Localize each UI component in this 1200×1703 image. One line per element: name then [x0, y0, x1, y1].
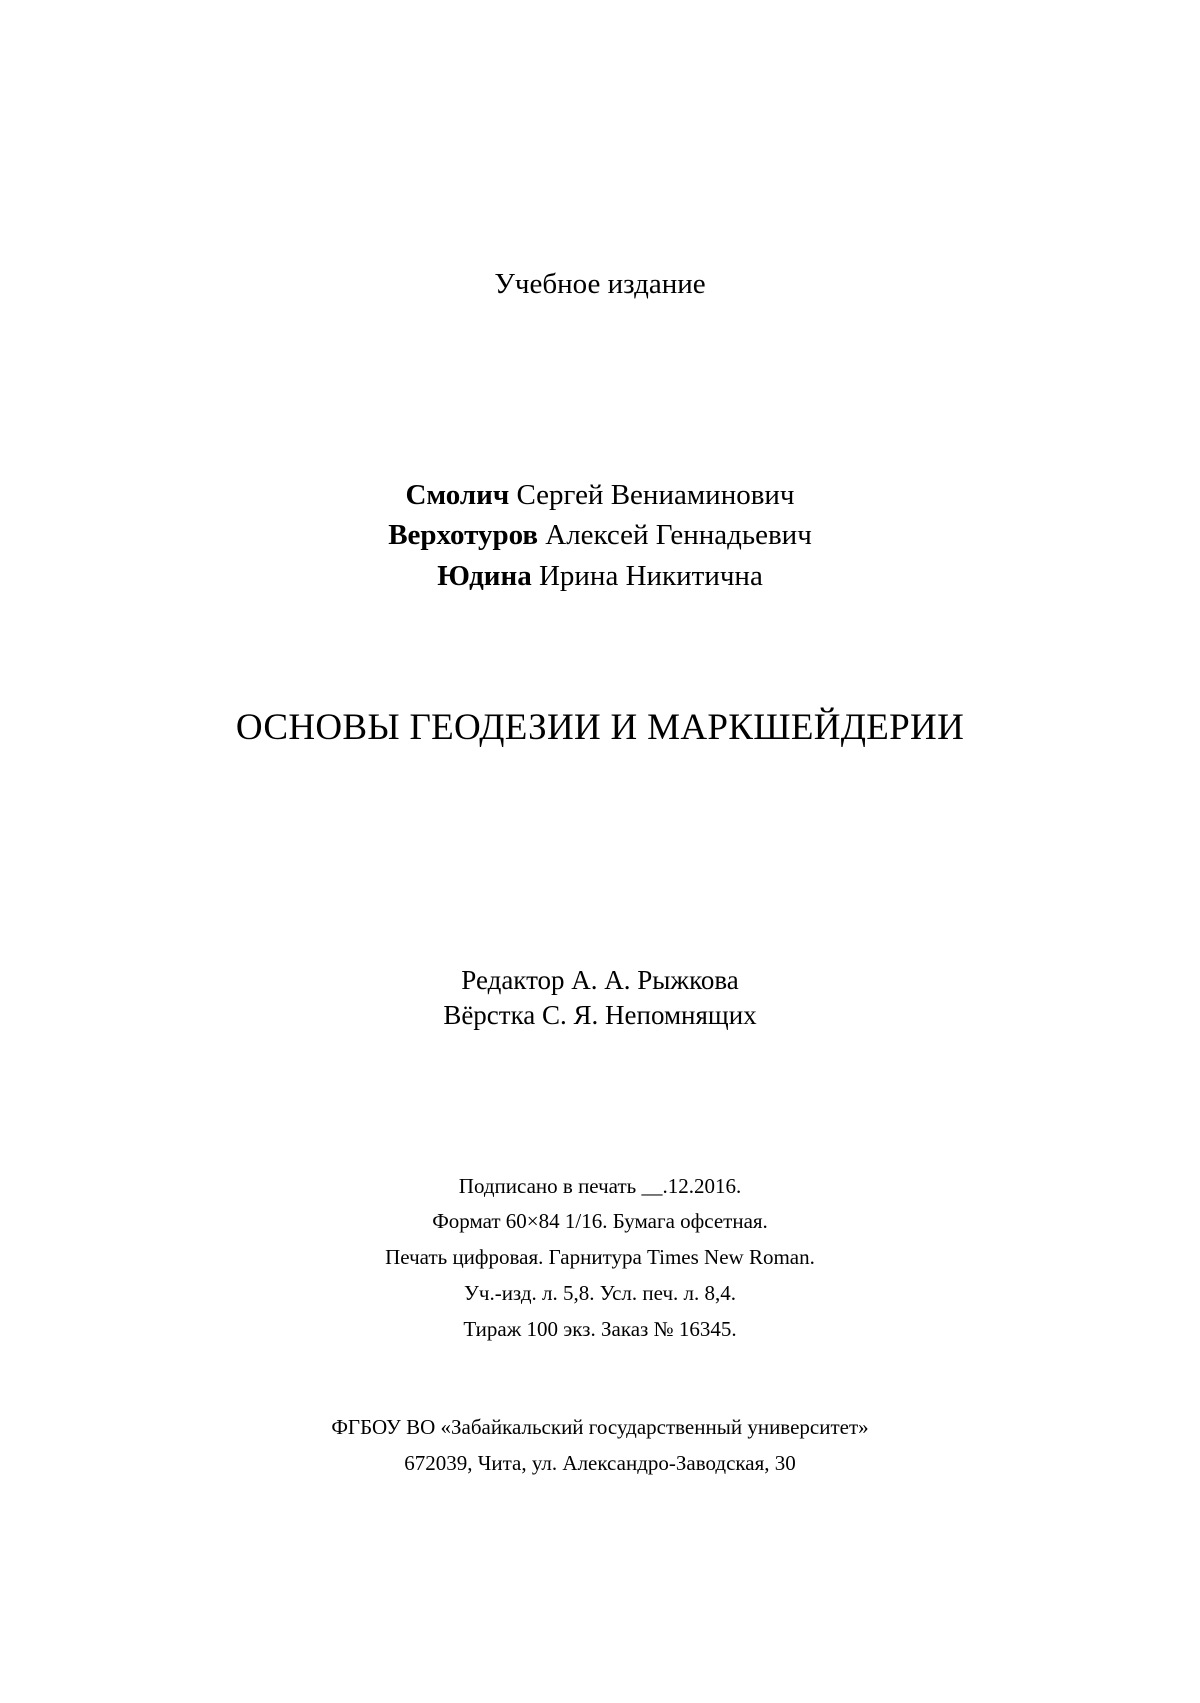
author-surname: Юдина: [437, 560, 532, 592]
edition-type: Учебное издание: [494, 268, 706, 300]
publisher-address: 672039, Чита, ул. Александро-Заводская, 30: [404, 1451, 796, 1475]
author-line: [0, 521, 1200, 550]
author-line: [0, 481, 1200, 510]
book-title: ОСНОВЫ ГЕОДЕЗИИ И МАРКШЕЙДЕРИИ: [235, 707, 965, 748]
publisher-name: ФГБОУ ВО «Забайкальский государственный университет»: [331, 1415, 869, 1439]
author-given-names: Алексей Геннадьевич: [538, 519, 812, 551]
imprint-printing: Печать цифровая. Гарнитура Times New Roman.: [385, 1245, 815, 1269]
imprint-format: Формат 60×84 1/16. Бумага офсетная.: [432, 1209, 768, 1233]
imprint-circulation: Тираж 100 экз. Заказ № 16345.: [463, 1317, 737, 1341]
imprint-signed-date: Подписано в печать __.12.2016.: [458, 1174, 742, 1198]
author-surname: Смолич: [405, 479, 510, 511]
author-line: [0, 562, 1200, 591]
author-given-names: Сергей Вениаминович: [509, 479, 795, 511]
author-surname: Верхотуров: [388, 519, 539, 551]
author-given-names: Ирина Никитична: [531, 560, 763, 592]
editor-credit: Редактор А. А. Рыжкова: [461, 965, 739, 995]
imprint-sheets: Уч.-изд. л. 5,8. Усл. печ. л. 8,4.: [464, 1281, 736, 1305]
layout-credit: Вёрстка С. Я. Непомнящих: [443, 1000, 757, 1030]
